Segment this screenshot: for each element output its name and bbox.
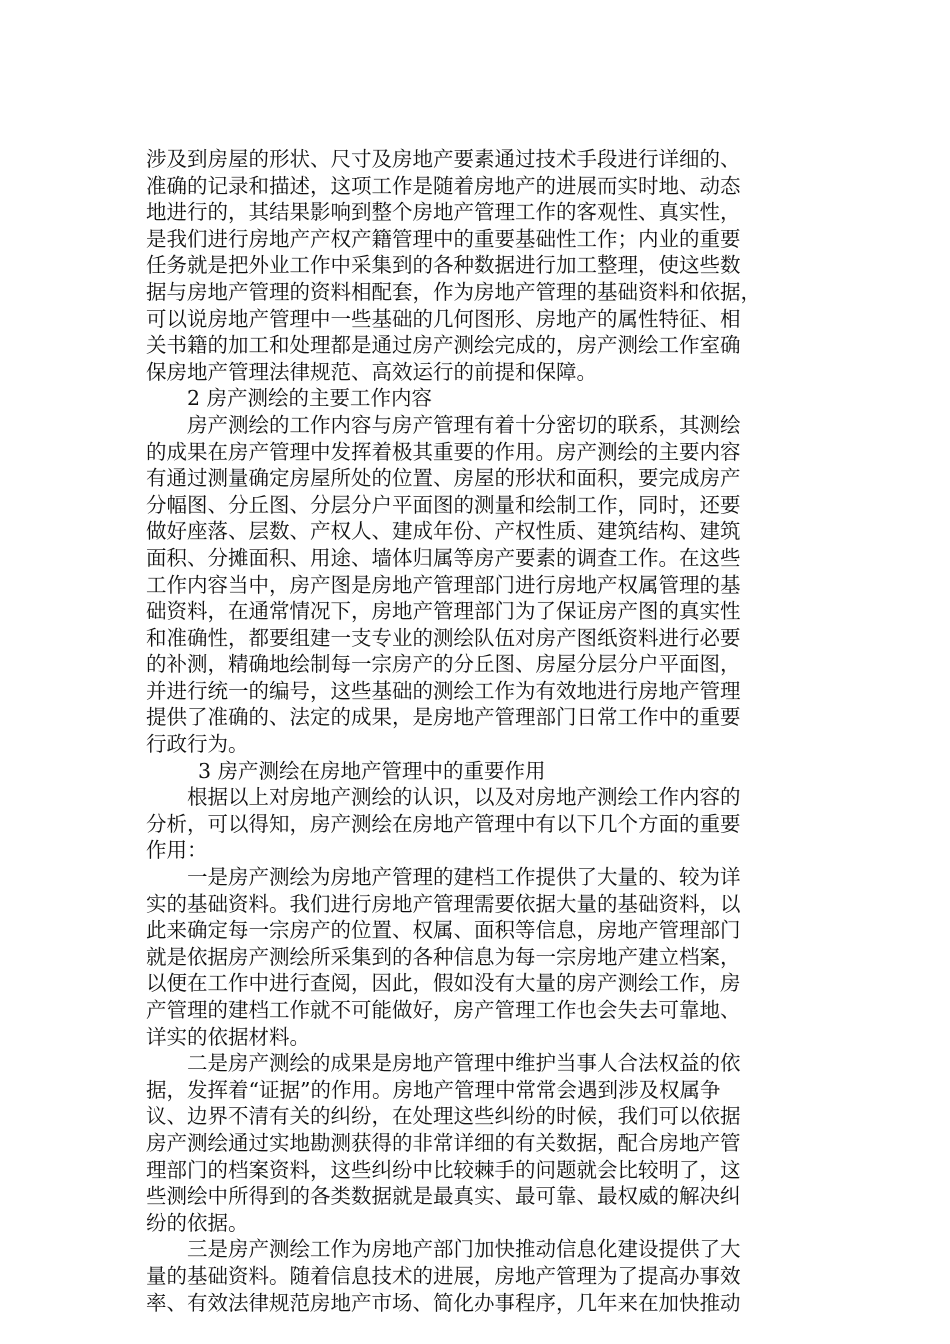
text-line: 有通过测量确定房屋所处的位置、房屋的形状和面积，要完成房产 [146, 466, 741, 491]
text-line: 产管理的建档工作就不可能做好，房产管理工作也会失去可靠地、 [146, 998, 741, 1022]
text-line: 的补测，精确地绘制每一宗房产的分丘图、房屋分层分户平面图， [146, 652, 741, 677]
point2-paragraph [146, 1050, 806, 1236]
point3-paragraph [146, 1236, 806, 1316]
text-line: 准确的记录和描述，这项工作是随着房地产的进展而实时地、动态 [146, 173, 741, 198]
text-line: 面积、分摊面积、用途、墙体归属等房产要素的调查工作。在这些 [146, 545, 741, 570]
section3-intro-paragraph [146, 784, 806, 864]
section3-heading: 3 房产测绘在房地产管理中的重要作用 [198, 758, 546, 783]
text-line: 些测绘中所得到的各类数据就是最真实、最可靠、最权威的解决纠 [146, 1184, 741, 1209]
text-line: 涉及到房屋的形状、尺寸及房地产要素通过技术手段进行详细的、 [146, 147, 741, 171]
text-line: 量的基础资料。随着信息技术的进展，房地产管理为了提高办事效 [146, 1263, 741, 1288]
text-line: 理部门的档案资料，这些纠纷中比较棘手的问题就会比较明了，这 [146, 1157, 741, 1182]
text-line: 率、有效法律规范房地产市场、简化办事程序，几年来在加快推动 [146, 1290, 741, 1315]
text-line: 地进行的，其结果影响到整个房地产管理工作的客观性、真实性， [146, 200, 741, 225]
text-line: 是我们进行房地产产权产籍管理中的重要基础性工作；内业的重要 [146, 226, 741, 251]
text-line: 房产测绘的工作内容与房产管理有着十分密切的联系，其测绘 [187, 412, 741, 437]
text-line: 分幅图、分丘图、分层分户平面图的测量和绘制工作，同时，还要 [146, 492, 741, 517]
text-line: 和准确性，都要组建一支专业的测绘队伍对房产图纸资料进行必要 [146, 625, 741, 650]
text-line: 详实的依据材料。 [146, 1024, 310, 1049]
text-line: 分析，可以得知，房产测绘在房地产管理中有以下几个方面的重要 [146, 811, 741, 836]
text-line: 以便在工作中进行查阅，因此，假如没有大量的房产测绘工作，房 [146, 971, 741, 996]
text-line: 工作内容当中，房产图是房地产管理部门进行房地产权属管理的基 [146, 572, 741, 597]
text-line: 做好座落、层数、产权人、建成年份、产权性质、建筑结构、建筑 [146, 519, 741, 544]
section2-paragraph [146, 412, 806, 758]
text-line: 议、边界不清有关的纠纷，在处理这些纠纷的时候，我们可以依据 [146, 1104, 741, 1129]
text-line: 关书籍的加工和处理都是通过房产测绘完成的，房产测绘工作室确 [146, 333, 741, 358]
text-line: 一是房产测绘为房地产管理的建档工作提供了大量的、较为详 [187, 865, 741, 890]
text-line: 纷的依据。 [146, 1210, 249, 1235]
text-line: 据，发挥着“证据”的作用。房地产管理中常常会遇到涉及权属争 [146, 1077, 721, 1102]
text-line: 行政行为。 [146, 732, 249, 757]
text-line: 任务就是把外业工作中采集到的各种数据进行加工整理，使这些数 [146, 253, 741, 278]
section1-tail-paragraph [146, 146, 806, 385]
document-page [146, 146, 806, 1316]
text-line: 保房地产管理法律规范、高效运行的前提和保障。 [146, 359, 597, 384]
text-line: 三是房产测绘工作为房地产部门加快推动信息化建设提供了大 [187, 1237, 741, 1262]
text-line: 实的基础资料。我们进行房地产管理需要依据大量的基础资料，以 [146, 891, 741, 916]
text-line: 房产测绘通过实地勘测获得的非常详细的有关数据，配合房地产管 [146, 1130, 741, 1155]
text-line: 二是房产测绘的成果是房地产管理中维护当事人合法权益的依 [187, 1051, 741, 1076]
text-line: 可以说房地产管理中一些基础的几何图形、房地产的属性特征、相 [146, 306, 741, 331]
text-line: 提供了准确的、法定的成果，是房地产管理部门日常工作中的重要 [146, 705, 741, 730]
point1-paragraph [146, 864, 806, 1050]
text-line: 的成果在房产管理中发挥着极其重要的作用。房产测绘的主要内容 [146, 439, 741, 464]
text-line: 根据以上对房地产测绘的认识，以及对房地产测绘工作内容的 [187, 785, 741, 810]
text-line: 据与房地产管理的资料相配套，作为房地产管理的基础资料和依据， [146, 279, 761, 304]
text-line: 并进行统一的编号，这些基础的测绘工作为有效地进行房地产管理 [146, 678, 741, 703]
text-line: 础资料，在通常情况下，房地产管理部门为了保证房产图的真实性 [146, 599, 741, 624]
text-line: 就是依据房产测绘所采集到的各种信息为每一宗房地产建立档案， [146, 944, 741, 969]
section2-heading: 2 房产测绘的主要工作内容 [187, 386, 433, 411]
text-line: 此来确定每一宗房产的位置、权属、面积等信息，房地产管理部门 [146, 918, 741, 943]
text-line: 作用： [146, 838, 208, 863]
